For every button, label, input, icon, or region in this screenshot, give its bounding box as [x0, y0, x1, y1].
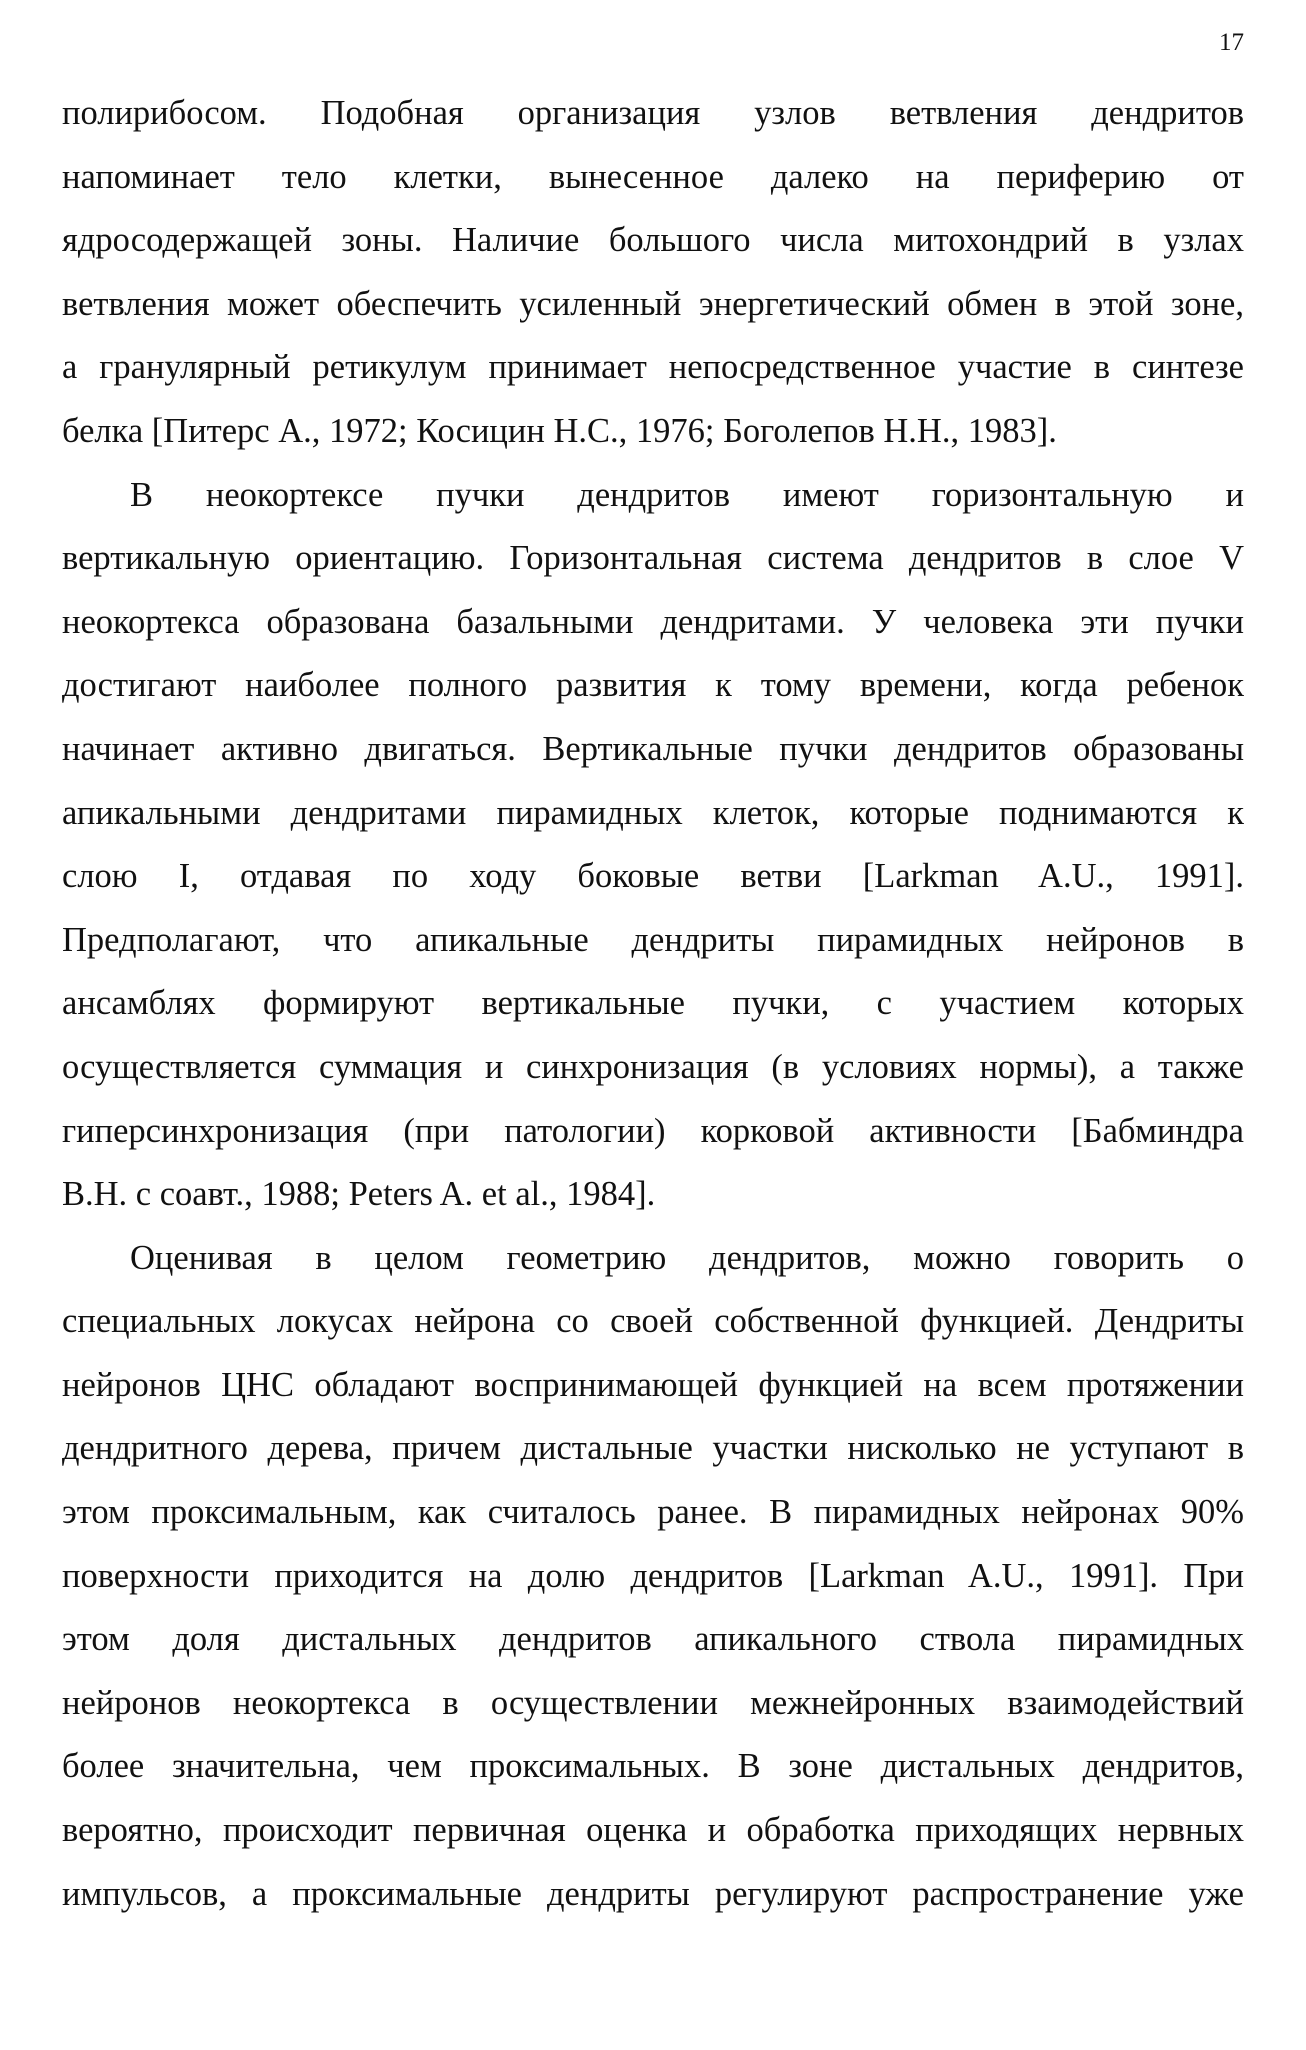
page-number: 17: [1219, 29, 1244, 56]
text-line: слою I, отдавая по ходу боковые ветви [Larkman A.U., 1991].: [62, 857, 1244, 896]
text-line: достигают наиболее полного развития к тому времени, когда ребенок: [62, 666, 1244, 705]
text-line: гиперсинхронизация (при патологии) корковой активности [Бабминдра: [62, 1111, 1244, 1150]
text-line: специальных локусах нейрона со своей собственной функцией. Дендриты: [62, 1302, 1244, 1341]
text-line: этом доля дистальных дендритов апикального ствола пирамидных: [62, 1620, 1244, 1659]
text-line: ядросодержащей зоны. Наличие большого числа митохондрий в узлах: [62, 221, 1244, 260]
text-line: полирибосом. Подобная организация узлов ветвления дендритов: [62, 94, 1244, 132]
text-line: а гранулярный ретикулум принимает непосредственное участие в синтезе: [62, 348, 1244, 387]
text-line: нейронов ЦНС обладают воспринимающей функцией на всем протяжении: [62, 1365, 1244, 1404]
text-line: вертикальную ориентацию. Горизонтальная система дендритов в слое V: [62, 539, 1244, 578]
text-line: начинает активно двигаться. Вертикальные пучки дендритов образованы: [62, 729, 1244, 768]
text-line: ансамблях формируют вертикальные пучки, с участием которых: [62, 984, 1244, 1023]
text-line: нейронов неокортекса в осуществлении межнейронных взаимодействий: [62, 1683, 1244, 1722]
text-line: В.Н. с соавт., 1988; Peters A. et al., 1984].: [62, 1175, 656, 1214]
text-line: напоминает тело клетки, вынесенное далеко на периферию от: [62, 157, 1244, 196]
text-line: импульсов, а проксимальные дендриты регулируют распространение уже: [62, 1874, 1244, 1913]
text-line: осуществляется суммация и синхронизация (в условиях нормы), а также: [62, 1047, 1244, 1086]
text-line: неокортекса образована базальными дендритами. У человека эти пучки: [62, 602, 1244, 641]
text-line: Оценивая в целом геометрию дендритов, можно говорить о: [130, 1238, 1244, 1277]
text-line: этом проксимальным, как считалось ранее. В пирамидных нейронах 90%: [62, 1493, 1244, 1532]
text-line: более значительна, чем проксимальных. В зоне дистальных дендритов,: [62, 1747, 1244, 1786]
text-line: белка [Питерс А., 1972; Косицин Н.С., 1976; Боголепов Н.Н., 1983].: [62, 411, 1057, 450]
text-line: дендритного дерева, причем дистальные участки нисколько не уступают в: [62, 1429, 1244, 1468]
text-line: апикальными дендритами пирамидных клеток, которые поднимаются к: [62, 793, 1244, 832]
page-text: [62, 82, 1244, 1926]
text-line: Предполагают, что апикальные дендриты пирамидных нейронов в: [62, 920, 1244, 959]
text-line: поверхности приходится на долю дендритов [Larkman A.U., 1991]. При: [62, 1556, 1244, 1595]
text-line: В неокортексе пучки дендритов имеют горизонтальную и: [130, 475, 1244, 514]
text-line: вероятно, происходит первичная оценка и обработка приходящих нервных: [62, 1811, 1244, 1850]
text-line: ветвления может обеспечить усиленный энергетический обмен в этой зоне,: [62, 284, 1244, 323]
